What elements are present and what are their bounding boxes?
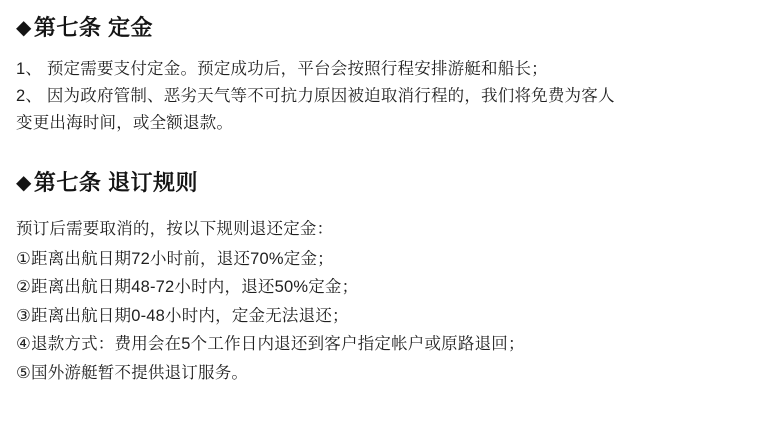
list-item: ②距离出航日期48-72小时内，退还50%定金； [16, 278, 359, 297]
section-deposit [16, 14, 754, 137]
deposit-clause-1: 1、 预定需要支付定金。预定成功后，平台会按照行程安排游艇和船长； [16, 59, 548, 78]
diamond-bullet-icon: ◆ [16, 17, 32, 39]
cancellation-intro: 预订后需要取消的，按以下规则退还定金： [16, 219, 334, 238]
section-deposit-title: 第七条 定金 [33, 15, 154, 40]
section-cancellation-title: 第七条 退订规则 [33, 170, 199, 196]
list-item: ④退款方式：费用会在5个工作日内退还到客户指定帐户或原路退回； [16, 335, 525, 354]
list-item: ①距离出航日期72小时前，退还70%定金； [16, 250, 334, 269]
diamond-bullet-icon: ◆ [16, 172, 32, 195]
section-cancellation-heading [16, 169, 754, 197]
section-spacer [16, 137, 754, 159]
deposit-paragraphs [16, 56, 754, 138]
list-item: ③距离出航日期0-48小时内，定金无法退还； [16, 306, 349, 325]
cancellation-rule-list [16, 245, 754, 387]
section-deposit-heading [16, 14, 754, 42]
deposit-clause-2-line-2: 变更出海时间，或全额退款。 [16, 113, 234, 132]
deposit-clause-2-line-1: 2、 因为政府管制、恶劣天气等不可抗力原因被迫取消行程的，我们将免费为客人 [16, 86, 615, 105]
section-cancellation [16, 169, 754, 387]
list-item: ⑤国外游艇暂不提供退订服务。 [16, 363, 249, 382]
